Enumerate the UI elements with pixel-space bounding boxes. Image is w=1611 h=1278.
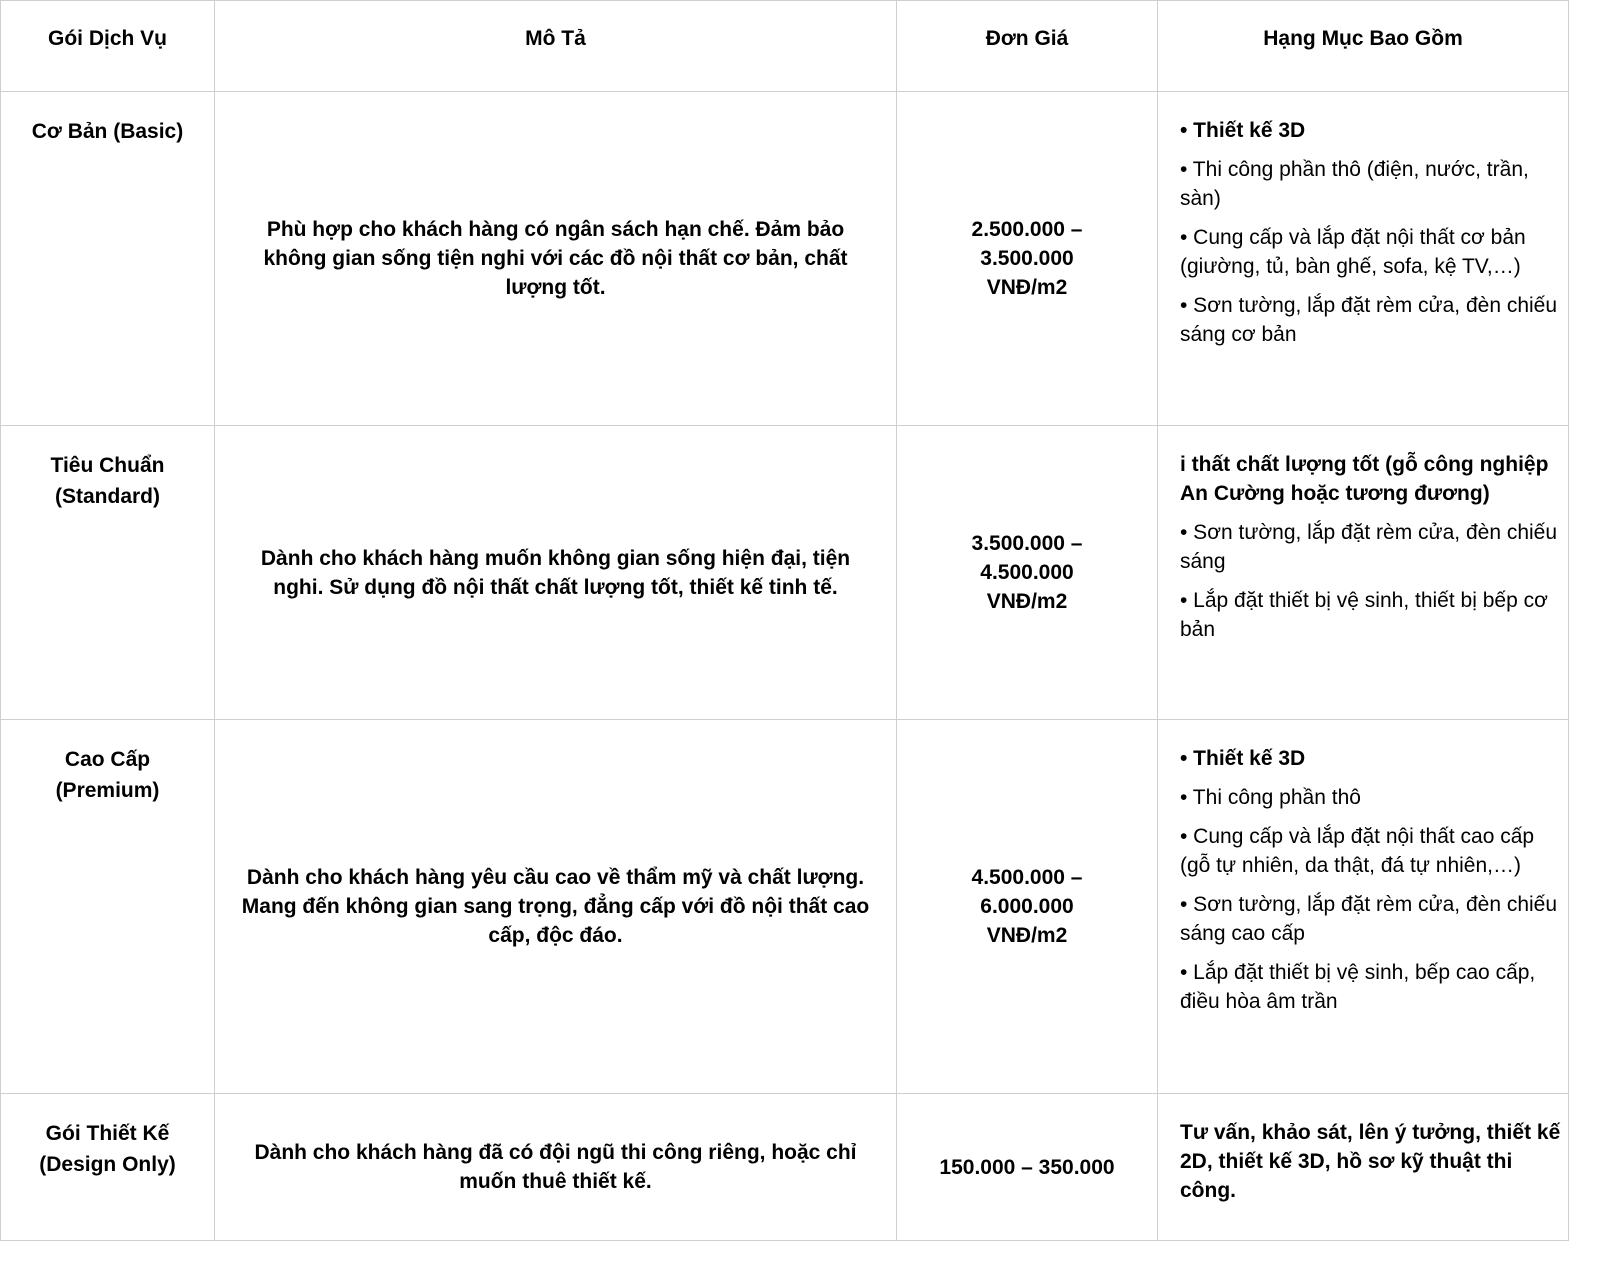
price-unit: VNĐ/m2: [986, 276, 1068, 299]
header-description: Mô Tả: [215, 1, 897, 92]
package-description: Dành cho khách hàng đã có đội ngũ thi công riêng, hoặc chỉ muốn thuê thiết kế.: [254, 1141, 857, 1193]
package-name-cell: [1, 92, 215, 426]
table-row: [1, 1094, 1569, 1241]
description-cell: [215, 92, 897, 426]
price-cell: [897, 426, 1158, 720]
package-name-en: (Design Only): [39, 1153, 176, 1176]
description-cell: [215, 1094, 897, 1241]
price-unit: VNĐ/m2: [986, 924, 1068, 947]
header-price: Đơn Giá: [897, 1, 1158, 92]
package-name-en: (Premium): [55, 779, 160, 802]
price-cell: [897, 720, 1158, 1094]
table-row: [1, 426, 1569, 720]
included-item: • Sơn tường, lắp đặt rèm cửa, đèn chiếu sáng cơ bản: [1180, 294, 1558, 346]
included-item: Tư vấn, khảo sát, lên ý tưởng, thiết kế 2D, thiết kế 3D, hồ sơ kỹ thuật thi công.: [1180, 1121, 1561, 1202]
package-description: Dành cho khách hàng muốn không gian sống hiện đại, tiện nghi. Sử dụng đồ nội thất chất lượng tốt, thiết kế tinh tế.: [260, 546, 851, 599]
package-description: Dành cho khách hàng yêu cầu cao về thẩm mỹ và chất lượng. Mang đến không gian sang trọng, đẳng cấp với đồ nội thất cao cấp, độc đáo.: [241, 866, 870, 947]
price-line: 3.500.000 –: [971, 532, 1083, 555]
description-cell: [215, 720, 897, 1094]
package-name-en: (Standard): [55, 485, 160, 508]
included-item: • Cung cấp và lắp đặt nội thất cao cấp (gỗ tự nhiên, da thật, đá tự nhiên,…): [1180, 825, 1535, 877]
includes-cell: [1158, 426, 1569, 720]
package-name: Tiêu Chuẩn: [50, 454, 165, 477]
table-row: [1, 92, 1569, 426]
included-item: • Thiết kế 3D: [1180, 119, 1306, 142]
includes-cell: [1158, 92, 1569, 426]
price-line: 150.000 – 350.000: [939, 1155, 1115, 1179]
included-item: • Lắp đặt thiết bị vệ sinh, thiết bị bếp cơ bản: [1180, 589, 1548, 641]
table-row: [1, 720, 1569, 1094]
price-line: 6.000.000: [980, 895, 1074, 918]
package-name: Gói Thiết Kế: [45, 1122, 170, 1145]
table-header-row: [1, 1, 1569, 92]
includes-cell: [1158, 1094, 1569, 1241]
price-line: 4.500.000: [980, 561, 1074, 584]
included-item: i thất chất lượng tốt (gỗ công nghiệp An Cường hoặc tương đương): [1180, 453, 1549, 505]
package-name-cell: [1, 720, 215, 1094]
included-item: • Cung cấp và lắp đặt nội thất cơ bản (giường, tủ, bàn ghế, sofa, kệ TV,…): [1180, 226, 1526, 278]
price-cell: [897, 1094, 1158, 1241]
package-name-cell: [1, 426, 215, 720]
price-line: 3.500.000: [980, 247, 1074, 270]
included-item: • Thiết kế 3D: [1180, 747, 1306, 770]
package-name: Cao Cấp: [64, 748, 151, 771]
price-unit: VNĐ/m2: [986, 590, 1068, 613]
header-package: Gói Dịch Vụ: [1, 1, 215, 92]
price-line: 4.500.000 –: [971, 866, 1083, 889]
price-cell: [897, 92, 1158, 426]
included-item: • Thi công phần thô (điện, nước, trần, sàn): [1180, 158, 1529, 210]
header-includes: Hạng Mục Bao Gồm: [1158, 1, 1569, 92]
included-item: • Sơn tường, lắp đặt rèm cửa, đèn chiếu sáng: [1180, 521, 1558, 573]
package-description: Phù hợp cho khách hàng có ngân sách hạn chế. Đảm bảo không gian sống tiện nghi với các đồ nội thất cơ bản, chất lượng tốt.: [263, 218, 848, 299]
included-item: • Sơn tường, lắp đặt rèm cửa, đèn chiếu sáng cao cấp: [1180, 893, 1558, 945]
included-item: • Thi công phần thô: [1180, 786, 1361, 809]
includes-cell: [1158, 720, 1569, 1094]
price-line: 2.500.000 –: [971, 218, 1083, 241]
included-item: • Lắp đặt thiết bị vệ sinh, bếp cao cấp, điều hòa âm trần: [1180, 961, 1536, 1013]
package-name-cell: [1, 1094, 215, 1241]
package-name: Cơ Bản (Basic): [31, 120, 184, 143]
description-cell: [215, 426, 897, 720]
